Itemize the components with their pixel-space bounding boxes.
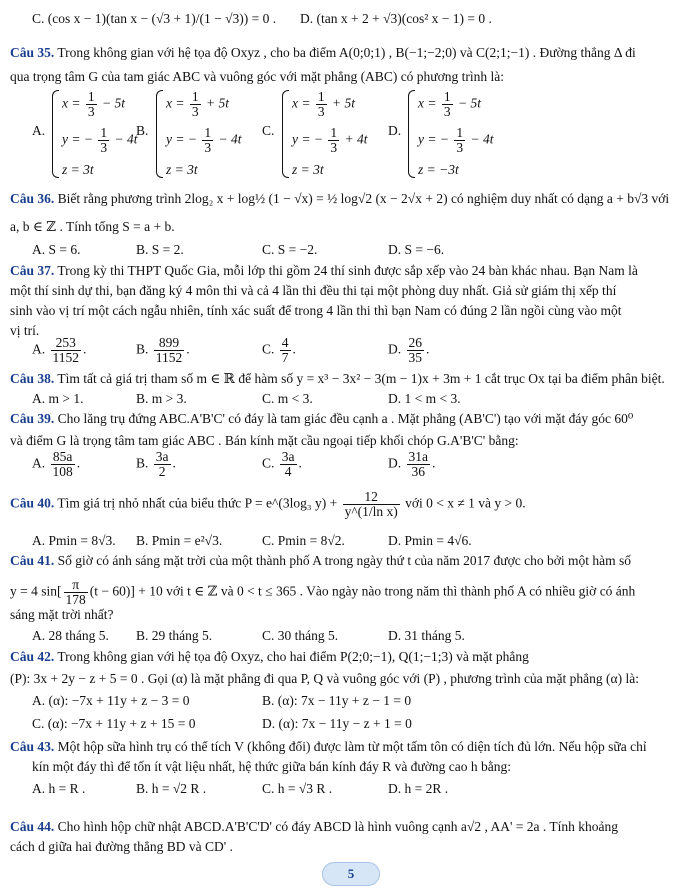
q35-b-yr: − 4t (215, 131, 242, 147)
q35-c-x: x = (292, 95, 314, 111)
q43-option-a: A. h = R . (32, 781, 86, 796)
q35-d-xr: − 5t (454, 95, 481, 111)
q35-number: Câu 35. (10, 45, 55, 60)
q35-option-d-system: x = $\frac{1}{3}$ − 5t y = − $\frac{1}{3}$ − 4t z = −3t (408, 90, 493, 178)
q41-number: Câu 41. (10, 553, 55, 568)
q35-option-b-system: x = $\frac{1}{3}$ + 5t y = − $\frac{1}{3}$ − 4t z = 3t (156, 90, 241, 178)
q43-text1: Một hộp sữa hình trụ có thể tích V (không đổi) được làm từ một tấm tôn có diện tích đủ lớn. Nếu hộp sữa chỉ (57, 739, 647, 754)
q41-text1: Số giờ có ánh sáng mặt trời của một thành phố A trong ngày thứ t của năm 2017 được cho bởi một hàm số (57, 553, 631, 568)
q41-option-b: B. 29 tháng 5. (136, 628, 213, 643)
q43-number: Câu 43. (10, 739, 55, 754)
q43-line2: kín một đáy thì để tốn ít vật liệu nhất, hệ thức giữa bán kính đáy R và đường cao h bằng: (32, 759, 511, 774)
q44-line2: cách d giữa hai đường thẳng BD và CD' . (10, 839, 233, 854)
q35-b-y: y = − (166, 131, 201, 147)
q39-a-den: 108 (52, 464, 73, 479)
q39-line1 (10, 410, 690, 428)
q40-line1 (10, 490, 690, 519)
q35-d-z: z = −3t (418, 162, 459, 177)
q41-frac-den: 178 (65, 592, 86, 607)
q40-option-a: A. Pmin = 8√3. (32, 533, 116, 548)
q35-option-d-label: D. (388, 123, 402, 138)
q36-number: Câu 36. (10, 191, 55, 206)
q40-text1a: Tìm giá trị nhỏ nhất của biểu thức P = e^(3log₃ y) + (57, 495, 341, 511)
q38-line1 (10, 370, 690, 388)
q37-line4: vị trí. (10, 323, 40, 338)
q38-option-c: C. m < 3. (262, 391, 313, 406)
brace-icon (408, 90, 415, 178)
q38-option-d: D. 1 < m < 3. (388, 391, 461, 406)
q40-option-c: C. Pmin = 8√2. (262, 533, 345, 548)
q37-option-c: C. $\frac{4}{7}$ . (262, 335, 296, 365)
q39-b-label: B. (136, 455, 149, 471)
q37-b-den: 1152 (155, 350, 183, 365)
q42-text1: Trong không gian với hệ tọa độ Oxyz, cho hai điểm P(2;0;−1), Q(1;−1;3) và mặt phẳng (57, 649, 529, 664)
q35-option-a-label: A. (32, 123, 46, 138)
q37-number: Câu 37. (10, 263, 55, 278)
q37-b-label: B. (136, 341, 149, 357)
q35-d-y: y = − (418, 131, 453, 147)
brace-icon (156, 90, 163, 178)
q39-b-num: 3a (155, 449, 169, 464)
q41-line3: sáng mặt trời nhất? (10, 607, 114, 622)
q35-c-yr: + 4t (341, 131, 368, 147)
q39-a-num: 85a (51, 450, 75, 465)
q37-line1 (10, 262, 690, 280)
q37-d-label: D. (388, 341, 402, 357)
q39-d-label: D. (388, 455, 402, 471)
q42-line2: (P): 3x + 2y − z + 5 = 0 . Gọi (α) là mặt phẳng đi qua P, Q và vuông góc với (P) , phương trình của mặt phẳng (α) là: (10, 671, 639, 686)
q35-c-xr: + 5t (328, 95, 355, 111)
q36-line2: a, b ∈ ℤ . Tính tổng S = a + b. (10, 219, 175, 234)
q39-c-den: 4 (284, 464, 292, 479)
q44-text1: Cho hình hộp chữ nhật ABCD.A'B'C'D' có đáy ABCD là hình vuông cạnh a√2 , AA' = 2a . Tính khoảng (57, 819, 618, 834)
q42-option-c: C. (α): −7x + 11y + z + 15 = 0 (32, 716, 196, 731)
q35-b-xr: + 5t (202, 95, 229, 111)
q37-line3: sinh vào vị trí một cách ngẫu nhiên, tính xác suất để trong 4 lần thi thì bạn Nam có đúng 2 lần ngồi cùng vào một (10, 303, 622, 318)
q44-line1 (10, 818, 690, 836)
page-number-badge: 5 (322, 862, 380, 886)
q39-d-den: 36 (411, 464, 425, 479)
q39-a-label: A. (32, 455, 46, 471)
q36-option-d: D. S = −6. (388, 242, 445, 257)
q41-option-c: C. 30 tháng 5. (262, 628, 339, 643)
q37-a-num: 253 (51, 336, 82, 351)
q43-option-b: B. h = √2 R . (136, 781, 207, 796)
q38-text1: Tìm tất cả giá trị tham số m ∈ ℝ để hàm số y = x³ − 3x² − 3(m − 1)x + 3m + 1 cắt trục Ox tại ba điểm phân biệt. (57, 371, 665, 386)
q35-option-b-label: B. (136, 123, 149, 138)
q36-option-b: B. S = 2. (136, 242, 184, 257)
q39-b-den: 2 (158, 464, 166, 479)
q35-text1: Trong không gian với hệ tọa độ Oxyz , cho ba điểm A(0;0;1) , B(−1;−2;0) và C(2;1;−1) . Đường thẳng Δ đi (57, 45, 636, 60)
q43-option-d: D. h = 2R . (388, 781, 449, 796)
q36-line1 (10, 190, 690, 208)
q42-option-a: A. (α): −7x + 11y + z − 3 = 0 (32, 693, 190, 708)
q37-d-num: 26 (408, 335, 422, 350)
brace-icon (282, 90, 289, 178)
q43-line1 (10, 738, 690, 756)
q37-d-den: 35 (408, 350, 422, 365)
q35-d-x: x = (418, 95, 440, 111)
prev-option-c: C. (cos x − 1)(tan x − (√3 + 1)/(1 − √3)) = 0 . (32, 11, 277, 26)
q41-option-d: D. 31 tháng 5. (388, 628, 465, 643)
q40-text1b: với 0 < x ≠ 1 và y > 0. (401, 495, 526, 511)
q43-option-c: C. h = √3 R . (262, 781, 333, 796)
q35-a-xr: − 5t (98, 95, 125, 111)
q38-option-a: A. m > 1. (32, 391, 84, 406)
q40-frac-num: 12 (343, 490, 400, 505)
prev-option-d: D. (tan x + 2 + √3)(cos² x − 1) = 0 . (300, 11, 492, 26)
q39-option-d: D. $\frac{31a}{36}$ . (388, 449, 436, 479)
q42-option-b: B. (α): 7x − 11y + z − 1 = 0 (262, 693, 412, 708)
q37-c-den: 7 (281, 350, 289, 365)
q37-c-label: C. (262, 341, 275, 357)
q36-option-c: C. S = −2. (262, 242, 318, 257)
q40-option-b: B. Pmin = e²√3. (136, 533, 223, 548)
q36-text1: Biết rằng phương trình 2log₂ x + log½ (1 − √x) = ½ log√2 (x − 2√x + 2) có nghiệm duy nhất có dạng a + b√3 với (57, 191, 670, 206)
q40-frac-den: y^(1/ln x) (344, 504, 398, 519)
q35-line2: qua trọng tâm G của tam giác ABC và vuông góc với mặt phẳng (ABC) có phương trình là: (10, 69, 505, 84)
q41-text2b: (t − 60)] + 10 với t ∈ ℤ và 0 < t ≤ 365 . Vào ngày nào trong năm thì thành phố A có nhiều giờ có ánh (89, 583, 636, 599)
q39-number: Câu 39. (10, 411, 55, 426)
q41-line2 (10, 578, 690, 607)
q41-line1 (10, 552, 690, 570)
q39-d-num: 31a (408, 449, 428, 464)
q37-option-d: D. $\frac{26}{35}$ . (388, 335, 430, 365)
q35-option-c-system: x = $\frac{1}{3}$ + 5t y = − $\frac{1}{3}$ + 4t z = 3t (282, 90, 367, 178)
q37-b-num: 899 (154, 336, 185, 351)
q39-option-c: C. $\frac{3a}{4}$ . (262, 449, 302, 479)
q41-text2a: y = 4 sin[ (10, 583, 62, 599)
q36-option-a: A. S = 6. (32, 242, 81, 257)
q35-d-yr: − 4t (467, 131, 494, 147)
q37-a-label: A. (32, 341, 46, 357)
q35-c-z: z = 3t (292, 162, 324, 177)
q42-number: Câu 42. (10, 649, 55, 664)
q35-a-y: y = − (62, 131, 97, 147)
q35-line1 (10, 44, 690, 62)
q39-c-label: C. (262, 455, 275, 471)
q39-c-num: 3a (281, 449, 295, 464)
q41-frac-num: π (64, 578, 88, 593)
brace-icon (52, 90, 59, 178)
q39-option-b: B. $\frac{3a}{2}$ . (136, 449, 176, 479)
q37-c-num: 4 (281, 335, 289, 350)
q35-a-z: z = 3t (62, 162, 94, 177)
q44-number: Câu 44. (10, 819, 55, 834)
q42-option-d: D. (α): 7x − 11y − z + 1 = 0 (262, 716, 412, 731)
q35-c-y: y = − (292, 131, 327, 147)
q35-a-x: x = (62, 95, 84, 111)
q35-b-z: z = 3t (166, 162, 198, 177)
q35-b-x: x = (166, 95, 188, 111)
q42-line1 (10, 648, 690, 666)
q40-number: Câu 40. (10, 495, 55, 511)
q35-a-yr: − 4t (111, 131, 138, 147)
q35-option-c-label: C. (262, 123, 275, 138)
q35-option-a-system: x = $\frac{1}{3}$ − 5t y = − $\frac{1}{3}$ − 4t z = 3t (52, 90, 137, 178)
q37-option-b: B. $\frac{899}{1152}$ . (136, 335, 190, 365)
q37-text1: Trong kỳ thi THPT Quốc Gia, mỗi lớp thi gồm 24 thí sinh được sắp xếp vào 24 bàn khác nhau. Bạn Nam là (57, 263, 638, 278)
q39-line2: và điểm G là trọng tâm tam giác ABC . Bán kính mặt cầu ngoại tiếp khối chóp G.A'B'C' bằng: (10, 433, 519, 448)
q39-option-a: A. $\frac{85a}{108}$ . (32, 449, 81, 479)
q38-number: Câu 38. (10, 371, 55, 386)
q37-a-den: 1152 (52, 350, 79, 365)
q38-option-b: B. m > 3. (136, 391, 187, 406)
q41-option-a: A. 28 tháng 5. (32, 628, 109, 643)
q37-line2: một thí sinh dự thi, bạn đăng ký 4 môn thi và cả 4 lần thi đều thi tại một phòng duy nhất. Giả sử giám thị xếp thí (10, 283, 617, 298)
q37-option-a: A. $\frac{253}{1152}$ . (32, 335, 87, 365)
q40-option-d: D. Pmin = 4√6. (388, 533, 472, 548)
q39-text1: Cho lăng trụ đứng ABC.A'B'C' có đáy là tam giác đều cạnh a . Mặt phẳng (AB'C') tạo với mặt đáy góc 60⁰ (57, 411, 634, 426)
